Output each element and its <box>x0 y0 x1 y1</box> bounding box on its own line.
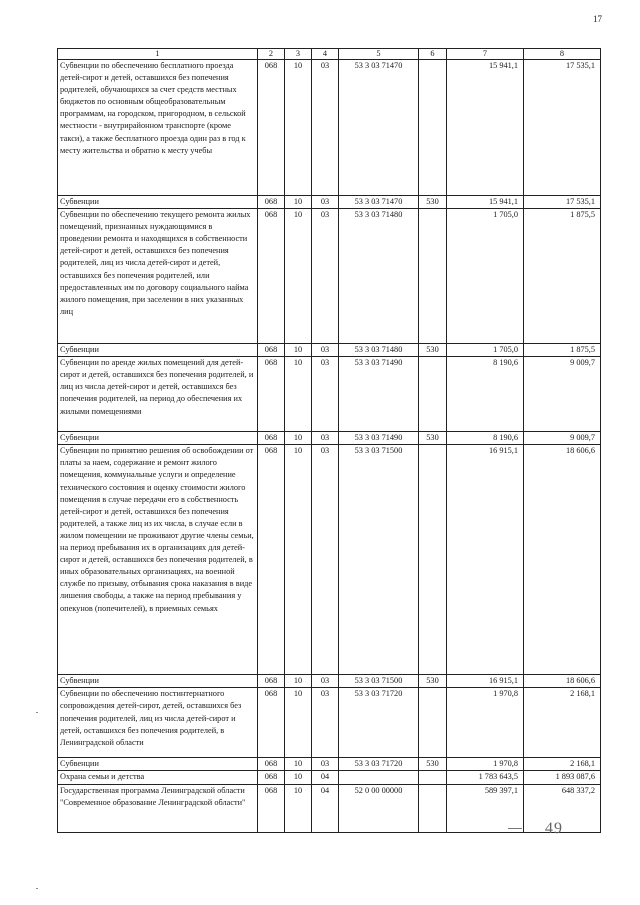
row-value-cell: 53 3 03 71720 <box>339 758 419 771</box>
row-value-cell: 03 <box>312 344 339 357</box>
row-value-cell: 8 190,6 <box>447 357 524 432</box>
row-value-cell: 648 337,2 <box>524 784 601 832</box>
row-value-cell: 530 <box>419 196 447 209</box>
row-value-cell: 17 535,1 <box>524 60 601 196</box>
row-name-cell: Субвенции <box>58 196 258 209</box>
row-value-cell: 15 941,1 <box>447 60 524 196</box>
scan-speck <box>36 712 38 713</box>
page-number: 17 <box>593 14 602 24</box>
row-value-cell <box>419 357 447 432</box>
row-value-cell: 04 <box>312 771 339 784</box>
row-value-cell: 10 <box>285 445 312 675</box>
row-value-cell: 18 606,6 <box>524 445 601 675</box>
row-value-cell: 16 915,1 <box>447 445 524 675</box>
table-row <box>58 432 601 445</box>
row-value-cell: 10 <box>285 209 312 344</box>
row-value-cell: 068 <box>258 758 285 771</box>
table-row <box>58 196 601 209</box>
row-value-cell: 9 009,7 <box>524 357 601 432</box>
row-name-cell: Государственная программа Ленинградской области "Современное образование Ленинградской области" <box>58 784 258 832</box>
row-value-cell: 10 <box>285 60 312 196</box>
row-value-cell: 03 <box>312 209 339 344</box>
header-cell: 3 <box>285 49 312 60</box>
row-value-cell: 068 <box>258 784 285 832</box>
row-value-cell: 18 606,6 <box>524 675 601 688</box>
row-value-cell: 1 970,8 <box>447 758 524 771</box>
row-name-cell: Субвенции <box>58 758 258 771</box>
row-value-cell: 03 <box>312 758 339 771</box>
row-value-cell: 53 3 03 71470 <box>339 196 419 209</box>
table-row <box>58 771 601 784</box>
row-value-cell: 068 <box>258 357 285 432</box>
header-cell: 5 <box>339 49 419 60</box>
row-value-cell: 068 <box>258 209 285 344</box>
row-value-cell: 10 <box>285 675 312 688</box>
row-value-cell: 10 <box>285 432 312 445</box>
row-name-cell: Субвенции по аренде жилых помещений для детей-сирот и детей, оставшихся без попечения родителей, и лиц из числа детей-сирот и детей, оставшихся без попечения родителей, на период до обеспечения их жилыми помещениями <box>58 357 258 432</box>
table-row <box>58 60 601 196</box>
row-value-cell: 2 168,1 <box>524 688 601 758</box>
row-value-cell: 16 915,1 <box>447 675 524 688</box>
row-value-cell: 068 <box>258 432 285 445</box>
row-value-cell <box>419 60 447 196</box>
row-name-cell: Охрана семьи и детства <box>58 771 258 784</box>
row-value-cell: 03 <box>312 445 339 675</box>
table-row <box>58 357 601 432</box>
row-value-cell: 530 <box>419 758 447 771</box>
table-header-row <box>58 49 601 60</box>
row-name-cell: Субвенции по обеспечению текущего ремонта жилых помещений, признанных нуждающимися в проведении ремонта и находящихся в собственности детей-сирот и детей, оставшихся без попечения родителей, лиц из числа детей-сирот и детей, оставшихся без попечения родителей, или предоставленных им по договору социального найма жилого помещения, при заселении в них указанных лиц <box>58 209 258 344</box>
row-value-cell: 15 941,1 <box>447 196 524 209</box>
row-value-cell: 530 <box>419 675 447 688</box>
row-value-cell: 068 <box>258 196 285 209</box>
row-value-cell <box>419 771 447 784</box>
row-value-cell: 10 <box>285 771 312 784</box>
row-name-cell: Субвенции <box>58 344 258 357</box>
row-value-cell: 1 705,0 <box>447 209 524 344</box>
row-name-cell: Субвенции по обеспечению постинтернатного сопровождения детей-сирот, детей, оставшихся без попечения родителей, лиц из числа детей-сирот и детей, оставшихся без попечения родителей, в Ленинградской области <box>58 688 258 758</box>
row-value-cell: 03 <box>312 196 339 209</box>
header-cell: 1 <box>58 49 258 60</box>
row-value-cell: 52 0 00 00000 <box>339 784 419 832</box>
row-value-cell: 530 <box>419 432 447 445</box>
row-name-cell: Субвенции по принятию решения об освобождении от платы за наем, содержание и ремонт жилого помещения, коммунальные услуги и определение технического состояния и оценку стоимости жилого помещения в случае передачи его в собственность детей-сирот и детей, оставшихся без попечения родителей, а также лиц из их числа, в случае если в жилом помещении не проживают другие члены семьи, на период пребывания их в организациях для детей-сирот и детей, оставшихся без попечения родителей, в иных образовательных организациях, на военной службе по призыву, отбывания срока наказания в виде лишения свободы, а также на период пребывания у опекунов (попечителей), в приемных семьях <box>58 445 258 675</box>
row-value-cell: 10 <box>285 196 312 209</box>
row-value-cell: 53 3 03 71500 <box>339 675 419 688</box>
row-value-cell: 17 535,1 <box>524 196 601 209</box>
header-cell: 7 <box>447 49 524 60</box>
row-value-cell: 10 <box>285 758 312 771</box>
row-value-cell: 53 3 03 71480 <box>339 209 419 344</box>
row-value-cell: 1 875,5 <box>524 344 601 357</box>
row-value-cell: 1 783 643,5 <box>447 771 524 784</box>
row-value-cell: 1 705,0 <box>447 344 524 357</box>
row-value-cell: 068 <box>258 60 285 196</box>
row-value-cell: 10 <box>285 357 312 432</box>
row-value-cell <box>419 688 447 758</box>
row-value-cell: 53 3 03 71480 <box>339 344 419 357</box>
row-value-cell: 03 <box>312 357 339 432</box>
row-value-cell: 068 <box>258 445 285 675</box>
budget-table <box>57 48 601 833</box>
row-value-cell <box>419 784 447 832</box>
header-cell: 8 <box>524 49 601 60</box>
header-cell: 2 <box>258 49 285 60</box>
row-value-cell: 53 3 03 71720 <box>339 688 419 758</box>
row-value-cell: 10 <box>285 344 312 357</box>
table-row <box>58 675 601 688</box>
row-value-cell: 10 <box>285 688 312 758</box>
row-value-cell: 530 <box>419 344 447 357</box>
row-value-cell: 2 168,1 <box>524 758 601 771</box>
row-value-cell <box>419 209 447 344</box>
table-row <box>58 344 601 357</box>
row-value-cell: 068 <box>258 675 285 688</box>
row-value-cell: 03 <box>312 60 339 196</box>
row-value-cell: 53 3 03 71490 <box>339 357 419 432</box>
row-value-cell: 1 875,5 <box>524 209 601 344</box>
row-value-cell: 589 397,1 <box>447 784 524 832</box>
row-value-cell: 03 <box>312 432 339 445</box>
row-value-cell: 9 009,7 <box>524 432 601 445</box>
row-name-cell: Субвенции по обеспечению бесплатного проезда детей-сирот и детей, оставшихся без попечения родителей, обучающихся за счет средств местных бюджетов по основным общеобразовательным программам, на городском, пригородном, в сельской местности - внутрирайонном транспорте (кроме такси), а также бесплатного проезда один раз в год к месту жительства и обратно к месту учебы <box>58 60 258 196</box>
table-row <box>58 758 601 771</box>
row-value-cell: 068 <box>258 688 285 758</box>
row-value-cell: 03 <box>312 688 339 758</box>
row-value-cell <box>339 771 419 784</box>
row-value-cell: 53 3 03 71490 <box>339 432 419 445</box>
pencil-dash <box>508 828 522 829</box>
row-name-cell: Субвенции <box>58 432 258 445</box>
header-cell: 6 <box>419 49 447 60</box>
scan-speck <box>36 888 38 889</box>
row-value-cell: 068 <box>258 344 285 357</box>
table-row <box>58 688 601 758</box>
row-value-cell: 1 970,8 <box>447 688 524 758</box>
row-value-cell: 53 3 03 71500 <box>339 445 419 675</box>
row-value-cell: 53 3 03 71470 <box>339 60 419 196</box>
row-value-cell: 10 <box>285 784 312 832</box>
row-value-cell: 04 <box>312 784 339 832</box>
row-value-cell: 03 <box>312 675 339 688</box>
table-row <box>58 445 601 675</box>
table-row <box>58 784 601 832</box>
stamp-number: 49 <box>544 819 564 838</box>
row-value-cell: 068 <box>258 771 285 784</box>
row-value-cell <box>419 445 447 675</box>
header-cell: 4 <box>312 49 339 60</box>
table-row <box>58 209 601 344</box>
row-name-cell: Субвенции <box>58 675 258 688</box>
row-value-cell: 1 893 087,6 <box>524 771 601 784</box>
row-value-cell: 8 190,6 <box>447 432 524 445</box>
